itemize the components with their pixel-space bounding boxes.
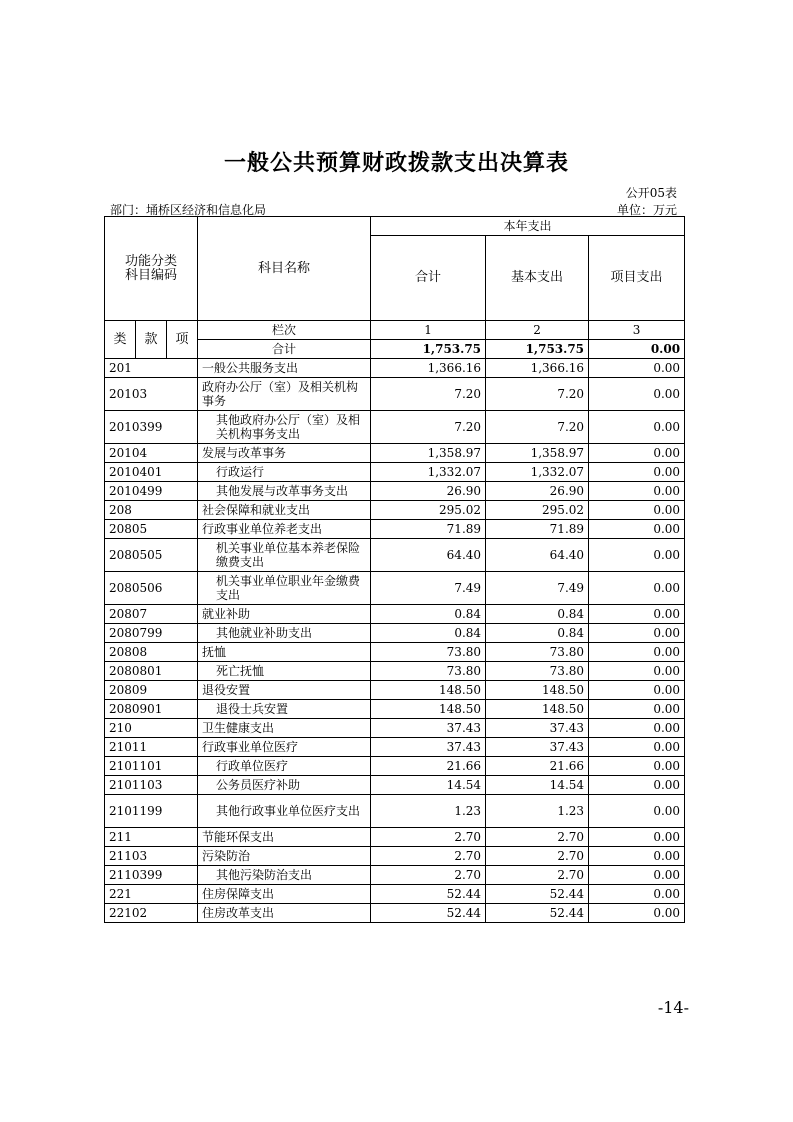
- row-code: 2080801: [105, 662, 198, 681]
- row-total: 14.54: [371, 776, 486, 795]
- row-code: 2080505: [105, 539, 198, 572]
- row-basic: 1,358.97: [486, 444, 589, 463]
- row-subject-name: 行政运行: [198, 463, 371, 482]
- row-project: 0.00: [589, 847, 685, 866]
- row-subject-name: 住房改革支出: [198, 904, 371, 923]
- row-subject-name: 退役士兵安置: [198, 700, 371, 719]
- row-total: 2.70: [371, 847, 486, 866]
- row-basic: 7.20: [486, 378, 589, 411]
- row-project: 0.00: [589, 572, 685, 605]
- row-subject-name: 卫生健康支出: [198, 719, 371, 738]
- row-subject-name: 社会保障和就业支出: [198, 501, 371, 520]
- row-code: 2101101: [105, 757, 198, 776]
- row-subject-name: 其他发展与改革事务支出: [198, 482, 371, 501]
- row-basic: 7.20: [486, 411, 589, 444]
- row-project: 0.00: [589, 776, 685, 795]
- row-basic: 37.43: [486, 738, 589, 757]
- row-basic: 7.49: [486, 572, 589, 605]
- row-subject-name: 其他行政事业单位医疗支出: [198, 795, 371, 828]
- function-code-header-line2: 科目编码: [125, 267, 178, 283]
- row-basic: 148.50: [486, 681, 589, 700]
- row-subject-name: 发展与改革事务: [198, 444, 371, 463]
- row-basic: 73.80: [486, 643, 589, 662]
- row-subject-name: 其他污染防治支出: [198, 866, 371, 885]
- row-code: 20103: [105, 378, 198, 411]
- row-project: 0.00: [589, 828, 685, 847]
- row-basic: 148.50: [486, 700, 589, 719]
- row-subject-name: 抚恤: [198, 643, 371, 662]
- page-number: -14-: [657, 998, 689, 1017]
- row-total: 148.50: [371, 681, 486, 700]
- lei-header: 类: [105, 321, 136, 359]
- table-row: [105, 828, 685, 847]
- row-subject-name: 一般公共服务支出: [198, 359, 371, 378]
- row-code: 2101199: [105, 795, 198, 828]
- row-project: 0.00: [589, 605, 685, 624]
- row-code: 20104: [105, 444, 198, 463]
- col-number-2: 2: [486, 321, 589, 340]
- total-row-basic: 1,753.75: [486, 340, 589, 359]
- expenditure-table: [104, 216, 685, 923]
- function-code-header-line1: 功能分类: [125, 253, 178, 269]
- row-basic: 26.90: [486, 482, 589, 501]
- row-basic: 0.84: [486, 605, 589, 624]
- table-row: [105, 795, 685, 828]
- row-total: 64.40: [371, 539, 486, 572]
- row-code: 2080506: [105, 572, 198, 605]
- form-code: 公开05表: [625, 186, 677, 200]
- row-total: 71.89: [371, 520, 486, 539]
- row-code: 2110399: [105, 866, 198, 885]
- row-basic: 2.70: [486, 866, 589, 885]
- total-header: 合计: [371, 236, 486, 321]
- row-total: 73.80: [371, 643, 486, 662]
- table-title: 一般公共预算财政拨款支出决算表: [223, 151, 569, 176]
- table-row: [105, 885, 685, 904]
- row-project: 0.00: [589, 501, 685, 520]
- row-code: 22102: [105, 904, 198, 923]
- row-code: 208: [105, 501, 198, 520]
- row-basic: 1,366.16: [486, 359, 589, 378]
- table-row: [105, 605, 685, 624]
- row-code: 2010399: [105, 411, 198, 444]
- row-basic: 295.02: [486, 501, 589, 520]
- row-project: 0.00: [589, 757, 685, 776]
- row-code: 20805: [105, 520, 198, 539]
- row-basic: 37.43: [486, 719, 589, 738]
- row-total: 295.02: [371, 501, 486, 520]
- row-total: 52.44: [371, 904, 486, 923]
- row-total: 21.66: [371, 757, 486, 776]
- row-code: 2101103: [105, 776, 198, 795]
- table-row: [105, 847, 685, 866]
- row-project: 0.00: [589, 904, 685, 923]
- table-row: [105, 757, 685, 776]
- col-number-3: 3: [589, 321, 685, 340]
- row-total: 7.20: [371, 411, 486, 444]
- table-row: [105, 572, 685, 605]
- table-row: [105, 700, 685, 719]
- row-project: 0.00: [589, 885, 685, 904]
- current-year-header: 本年支出: [371, 217, 685, 236]
- table-row: [105, 501, 685, 520]
- total-row-total: 1,753.75: [371, 340, 486, 359]
- row-total: 7.20: [371, 378, 486, 411]
- row-code: 211: [105, 828, 198, 847]
- row-subject-name: 污染防治: [198, 847, 371, 866]
- table-row: [105, 719, 685, 738]
- row-code: 201: [105, 359, 198, 378]
- col-number-1: 1: [371, 321, 486, 340]
- row-project: 0.00: [589, 624, 685, 643]
- row-subject-name: 死亡抚恤: [198, 662, 371, 681]
- lanci-label: 栏次: [198, 321, 371, 340]
- row-total: 1.23: [371, 795, 486, 828]
- total-row-label: 合计: [198, 340, 371, 359]
- row-subject-name: 行政单位医疗: [198, 757, 371, 776]
- row-total: 2.70: [371, 866, 486, 885]
- department-label: 部门：埇桥区经济和信息化局: [110, 203, 267, 217]
- total-row-project: 0.00: [589, 340, 685, 359]
- row-project: 0.00: [589, 520, 685, 539]
- row-code: 2010401: [105, 463, 198, 482]
- table-row: [105, 444, 685, 463]
- row-basic: 52.44: [486, 885, 589, 904]
- row-project: 0.00: [589, 359, 685, 378]
- row-basic: 0.84: [486, 624, 589, 643]
- table-row: [105, 681, 685, 700]
- row-basic: 71.89: [486, 520, 589, 539]
- row-project: 0.00: [589, 463, 685, 482]
- table-row: [105, 359, 685, 378]
- row-total: 0.84: [371, 624, 486, 643]
- row-project: 0.00: [589, 444, 685, 463]
- subject-name-header: 科目名称: [198, 217, 371, 321]
- row-project: 0.00: [589, 643, 685, 662]
- row-subject-name: 就业补助: [198, 605, 371, 624]
- row-code: 20809: [105, 681, 198, 700]
- row-code: 20807: [105, 605, 198, 624]
- table-row: [105, 624, 685, 643]
- row-basic: 2.70: [486, 828, 589, 847]
- row-total: 7.49: [371, 572, 486, 605]
- row-code: 221: [105, 885, 198, 904]
- row-subject-name: 住房保障支出: [198, 885, 371, 904]
- table-row: [105, 904, 685, 923]
- row-project: 0.00: [589, 482, 685, 501]
- row-subject-name: 机关事业单位职业年金缴费支出: [198, 572, 371, 605]
- row-total: 148.50: [371, 700, 486, 719]
- row-subject-name: 行政事业单位医疗: [198, 738, 371, 757]
- table-row: [105, 738, 685, 757]
- row-basic: 1,332.07: [486, 463, 589, 482]
- row-total: 1,366.16: [371, 359, 486, 378]
- row-project: 0.00: [589, 378, 685, 411]
- table-row: [105, 411, 685, 444]
- row-project: 0.00: [589, 795, 685, 828]
- row-total: 0.84: [371, 605, 486, 624]
- row-basic: 1.23: [486, 795, 589, 828]
- row-project: 0.00: [589, 866, 685, 885]
- table-row: [105, 482, 685, 501]
- row-code: 2010499: [105, 482, 198, 501]
- row-basic: 64.40: [486, 539, 589, 572]
- kuan-header: 款: [136, 321, 167, 359]
- table-row: [105, 520, 685, 539]
- row-total: 52.44: [371, 885, 486, 904]
- row-total: 26.90: [371, 482, 486, 501]
- row-code: 2080901: [105, 700, 198, 719]
- row-total: 37.43: [371, 738, 486, 757]
- table-row: [105, 539, 685, 572]
- row-code: 210: [105, 719, 198, 738]
- row-basic: 14.54: [486, 776, 589, 795]
- row-project: 0.00: [589, 411, 685, 444]
- table-row: [105, 463, 685, 482]
- row-subject-name: 其他就业补助支出: [198, 624, 371, 643]
- row-subject-name: 公务员医疗补助: [198, 776, 371, 795]
- row-basic: 52.44: [486, 904, 589, 923]
- row-project: 0.00: [589, 700, 685, 719]
- table-row: [105, 866, 685, 885]
- row-project: 0.00: [589, 681, 685, 700]
- xiang-header: 项: [167, 321, 198, 359]
- row-total: 73.80: [371, 662, 486, 681]
- table-row: [105, 662, 685, 681]
- row-subject-name: 退役安置: [198, 681, 371, 700]
- row-subject-name: 行政事业单位养老支出: [198, 520, 371, 539]
- row-basic: 73.80: [486, 662, 589, 681]
- project-header: 项目支出: [589, 236, 685, 321]
- row-total: 37.43: [371, 719, 486, 738]
- table-row: [105, 378, 685, 411]
- table-row: [105, 643, 685, 662]
- function-code-header: [105, 217, 198, 321]
- basic-header: 基本支出: [486, 236, 589, 321]
- row-total: 1,358.97: [371, 444, 486, 463]
- row-code: 21011: [105, 738, 198, 757]
- row-code: 2080799: [105, 624, 198, 643]
- row-code: 20808: [105, 643, 198, 662]
- row-basic: 2.70: [486, 847, 589, 866]
- row-project: 0.00: [589, 662, 685, 681]
- row-subject-name: 机关事业单位基本养老保险缴费支出: [198, 539, 371, 572]
- row-code: 21103: [105, 847, 198, 866]
- row-subject-name: 节能环保支出: [198, 828, 371, 847]
- row-project: 0.00: [589, 738, 685, 757]
- row-subject-name: 政府办公厅（室）及相关机构事务: [198, 378, 371, 411]
- table-row: [105, 776, 685, 795]
- row-subject-name: 其他政府办公厅（室）及相关机构事务支出: [198, 411, 371, 444]
- unit-label: 单位：万元: [616, 203, 677, 217]
- row-basic: 21.66: [486, 757, 589, 776]
- row-total: 1,332.07: [371, 463, 486, 482]
- row-project: 0.00: [589, 719, 685, 738]
- row-total: 2.70: [371, 828, 486, 847]
- row-project: 0.00: [589, 539, 685, 572]
